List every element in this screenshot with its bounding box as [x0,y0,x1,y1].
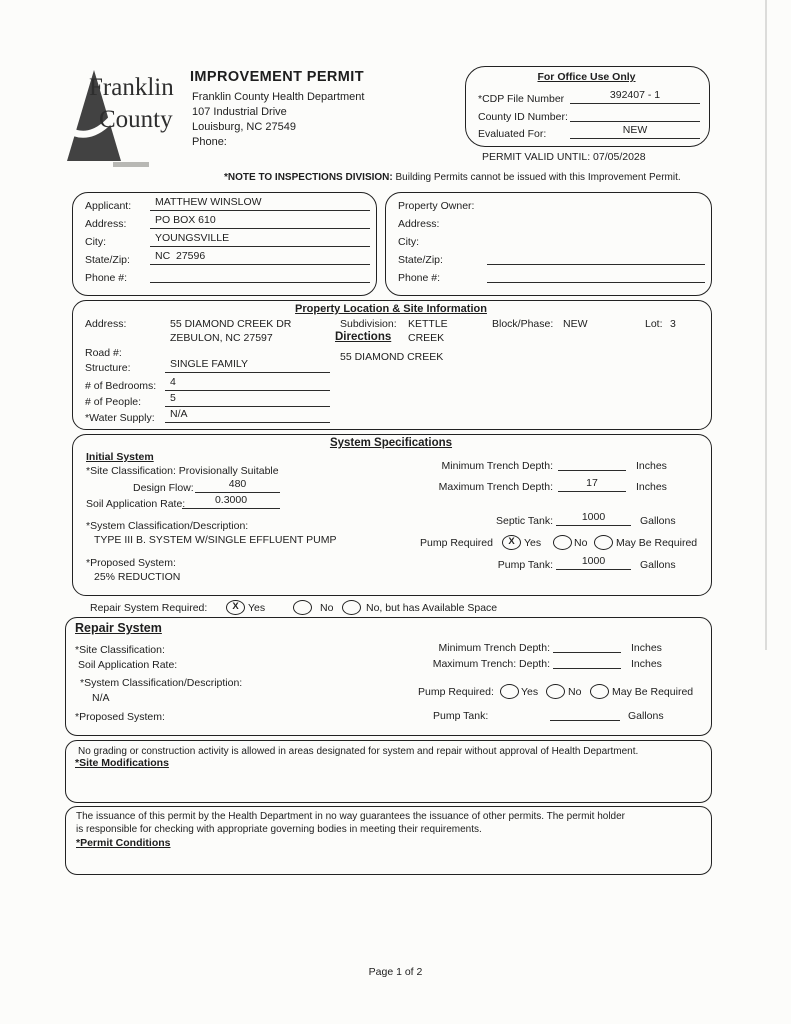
owner-city-label: City: [398,236,419,248]
system-class-label: *System Classification/Description: [86,520,249,532]
form-title: IMPROVEMENT PERMIT [190,69,364,85]
directions-label: Directions [335,331,392,343]
bedrooms-value: 4 [165,376,330,391]
owner-address-label: Address: [398,218,440,230]
directions-value: 55 DIAMOND CREEK [340,351,444,363]
office-use-title: For Office Use Only [537,71,636,83]
scan-artifact [765,0,767,650]
repair-min-trench-unit: Inches [631,642,662,654]
property-location-title: Property Location & Site Information [295,303,487,315]
evaluated-for-label: Evaluated For: [478,128,547,140]
repair-pump-no-label: No [568,686,582,698]
structure-value: SINGLE FAMILY [165,358,330,373]
owner-label: Property Owner: [398,200,475,212]
repair-pump-required-label: Pump Required: [418,686,494,698]
repair-site-class-label: *Site Classification: [75,644,165,656]
applicant-address-value: PO BOX 610 [150,214,370,229]
owner-phone-label: Phone #: [398,272,441,284]
pump-tank-value: 1000 [556,555,631,570]
inspections-note-label: *NOTE TO INSPECTIONS DIVISION: [224,172,393,183]
people-label: # of People: [85,396,142,408]
initial-system-title: Initial System [86,451,154,463]
repair-max-trench-value [553,654,621,669]
dept-phone-label: Phone: [192,136,227,148]
location-address-line1: 55 DIAMOND CREEK DR [170,318,292,330]
repair-required-nospace-radio [342,600,361,615]
lot-label: Lot: [645,318,663,330]
permit-conditions-line2: is responsible for checking with appropriate governing bodies in meeting their requirements. [76,824,482,835]
pump-required-no-label: No [574,537,588,549]
county-id-value [570,107,700,122]
water-supply-label: *Water Supply: [85,412,155,424]
repair-min-trench-label: Minimum Trench Depth: [438,642,550,654]
applicant-phone-label: Phone #: [85,272,128,284]
permit-conditions-line1: The issuance of this permit by the Health Department in no way guarantees the issuance of other permits. The permit holder [76,811,625,822]
pump-required-yes-radio [502,535,521,550]
dept-street: 107 Industrial Drive [192,106,287,118]
subdivision-value-line2: CREEK [408,332,445,344]
repair-max-trench-label: Maximum Trench: Depth: [432,658,550,670]
evaluated-for-value: NEW [570,124,700,139]
applicant-value: MATTHEW WINSLOW [150,196,370,211]
repair-required-yes-radio [226,600,245,615]
repair-min-trench-value [553,638,621,653]
lot-value: 3 [670,318,676,330]
septic-tank-value: 1000 [556,511,631,526]
initial-site-classification: *Site Classification: Provisionally Suitable [86,465,279,477]
design-flow-value: 480 [195,478,280,493]
repair-required-no-label: No [320,602,334,614]
people-value: 5 [165,392,330,407]
repair-required-yes-label: Yes [248,602,266,614]
owner-phone-value [487,268,705,283]
soil-rate-value: 0.3000 [182,494,280,509]
repair-pump-yes-label: Yes [521,686,539,698]
repair-pump-tank-value [550,706,620,721]
bedrooms-label: # of Bedrooms: [85,380,157,392]
dept-name: Franklin County Health Department [192,91,365,103]
repair-pump-maybe-radio [590,684,609,699]
max-trench-value: 17 [558,477,626,492]
septic-tank-label: Septic Tank: [495,515,553,527]
applicant-statezip-label: State/Zip: [85,254,130,266]
page-number: Page 1 of 2 [368,966,423,978]
location-address-label: Address: [85,318,127,330]
applicant-label: Applicant: [85,200,132,212]
applicant-statezip-value: NC 27596 [150,250,370,265]
applicant-city-label: City: [85,236,106,248]
repair-required-nospace-label: No, but has Available Space [366,602,498,614]
logo-text-county: County [99,106,173,133]
logo-tagline [113,162,149,167]
repair-proposed-label: *Proposed System: [75,711,165,723]
pump-tank-unit: Gallons [640,559,676,571]
permit-valid-until: PERMIT VALID UNTIL: 07/05/2028 [482,151,646,163]
min-trench-label: Minimum Trench Depth: [441,460,553,472]
min-trench-unit: Inches [636,460,667,472]
franklin-county-logo [63,68,175,170]
system-class-value: TYPE III B. SYSTEM W/SINGLE EFFLUENT PUMP [94,534,337,546]
owner-statezip-value [487,250,705,265]
inspections-note [224,171,681,184]
pump-required-maybe-radio [594,535,613,550]
pump-required-no-radio [553,535,572,550]
max-trench-label: Maximum Trench Depth: [438,481,553,493]
subdivision-label: Subdivision: [340,318,397,330]
road-number-label: Road #: [85,347,122,359]
pump-required-maybe-label: May Be Required [616,537,698,549]
repair-max-trench-unit: Inches [631,658,662,670]
cdp-file-number-value: 392407 - 1 [570,89,700,104]
permit-conditions-title: *Permit Conditions [76,837,171,849]
repair-system-title: Repair System [75,621,162,635]
water-supply-value: N/A [165,408,330,423]
cdp-file-number-label: *CDP File Number [478,93,565,105]
septic-tank-unit: Gallons [640,515,676,527]
owner-statezip-label: State/Zip: [398,254,443,266]
pump-required-label: Pump Required [420,537,493,549]
soil-rate-label: Soil Application Rate: [86,498,186,510]
subdivision-value-line1: KETTLE [408,318,448,330]
pump-tank-label: Pump Tank: [497,559,553,571]
block-phase-label: Block/Phase: [492,318,554,330]
site-modifications-title: *Site Modifications [75,757,169,769]
repair-required-label: Repair System Required: [90,602,208,614]
applicant-city-value: YOUNGSVILLE [150,232,370,247]
site-modifications-note: No grading or construction activity is allowed in areas designated for system and repair without approval of Health Department. [78,746,639,757]
applicant-phone-value [150,268,370,283]
repair-required-no-radio [293,600,312,615]
max-trench-unit: Inches [636,481,667,493]
system-specs-title: System Specifications [329,437,453,449]
repair-system-class-value: N/A [92,692,110,704]
min-trench-value [558,456,626,471]
structure-label: Structure: [85,362,131,374]
inspections-note-text: Building Permits cannot be issued with this Improvement Permit. [395,172,681,183]
repair-pump-maybe-label: May Be Required [612,686,694,698]
repair-pump-no-radio [546,684,565,699]
repair-system-class-label: *System Classification/Description: [80,677,243,689]
block-phase-value: NEW [563,318,588,330]
county-id-label: County ID Number: [478,111,568,123]
proposed-system-label: *Proposed System: [86,557,176,569]
applicant-address-label: Address: [85,218,127,230]
design-flow-label: Design Flow: [133,482,194,494]
logo-text-franklin: Franklin [89,74,174,101]
repair-soil-rate-label: Soil Application Rate: [78,659,178,671]
repair-pump-yes-radio [500,684,519,699]
repair-pump-tank-unit: Gallons [628,710,664,722]
repair-pump-tank-label: Pump Tank: [433,710,489,722]
location-address-line2: ZEBULON, NC 27597 [170,332,273,344]
pump-required-yes-label: Yes [524,537,542,549]
dept-city-state: Louisburg, NC 27549 [192,121,296,133]
proposed-system-value: 25% REDUCTION [94,571,181,583]
